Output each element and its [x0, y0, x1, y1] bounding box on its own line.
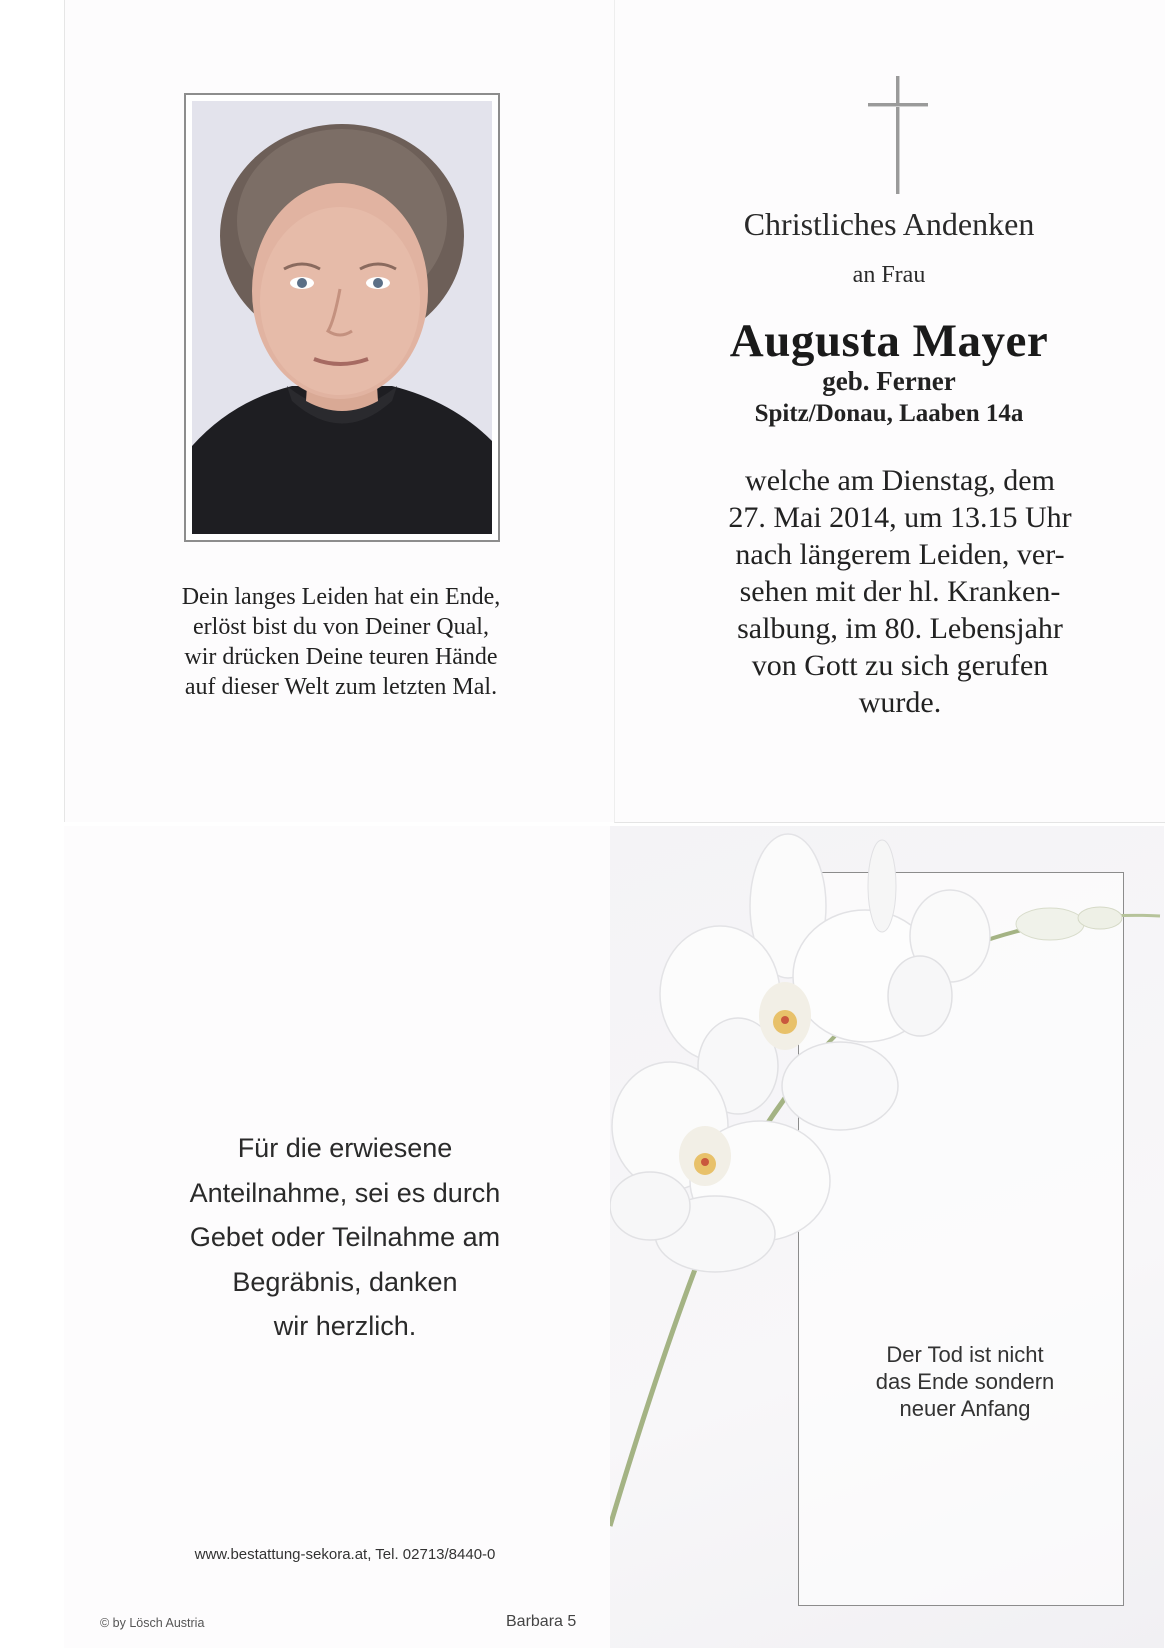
orchid-icon	[610, 826, 1164, 1648]
notice-line: sehen mit der hl. Kranken-	[739, 575, 1061, 608]
salutation: an Frau	[852, 262, 926, 288]
notice-line: wurde.	[858, 686, 942, 719]
funeral-home-contact: www.bestattung-sekora.at, Tel. 02713/8440-0	[194, 1546, 496, 1563]
notice-line: von Gott zu sich gerufen	[751, 649, 1049, 682]
poem-line: wir drücken Deine teuren Hände	[184, 644, 498, 670]
thanks-line: Für die erwiesene	[237, 1133, 453, 1163]
motto-line: das Ende sondern	[875, 1369, 1055, 1394]
death-notice	[690, 462, 1110, 721]
deceased-name: Augusta Mayer	[729, 315, 1049, 367]
portrait-frame	[184, 93, 500, 542]
thanks-line: Begräbnis, danken	[232, 1266, 458, 1297]
poem-line: erlöst bist du von Deiner Qual,	[193, 614, 489, 640]
poem-line: auf dieser Welt zum letzten Mal.	[184, 674, 498, 700]
notice-line: welche am Dienstag, dem	[745, 464, 1055, 497]
notice-line: 27. Mai 2014, um 13.15 Uhr	[728, 501, 1072, 534]
motto-line: neuer Anfang	[899, 1396, 1031, 1421]
address: Spitz/Donau, Laaben 14a	[754, 400, 1024, 427]
copyright-note: © by Lösch Austria	[100, 1616, 205, 1630]
notice-line: salbung, im 80. Lebensjahr	[737, 612, 1063, 645]
cross-icon	[868, 76, 928, 196]
thanks-line: Gebet oder Teilnahme am	[189, 1222, 501, 1252]
thanks-text	[120, 1126, 570, 1349]
notice-line: nach längerem Leiden, ver-	[735, 538, 1065, 571]
poem-line: Dein langes Leiden hat ein Ende,	[181, 584, 501, 610]
heading: Christliches Andenken	[743, 206, 1035, 242]
maiden-name: geb. Ferner	[822, 366, 956, 396]
card-model: Barbara 5	[506, 1613, 577, 1630]
portrait-photo	[192, 101, 492, 534]
thanks-line: wir herzlich.	[273, 1311, 417, 1341]
motto-text	[840, 1341, 1090, 1422]
thanks-line: Anteilnahme, sei es durch	[189, 1177, 501, 1208]
motto-line: Der Tod ist nicht	[886, 1342, 1044, 1367]
portrait-illustration	[192, 101, 492, 534]
poem-text	[96, 582, 586, 702]
